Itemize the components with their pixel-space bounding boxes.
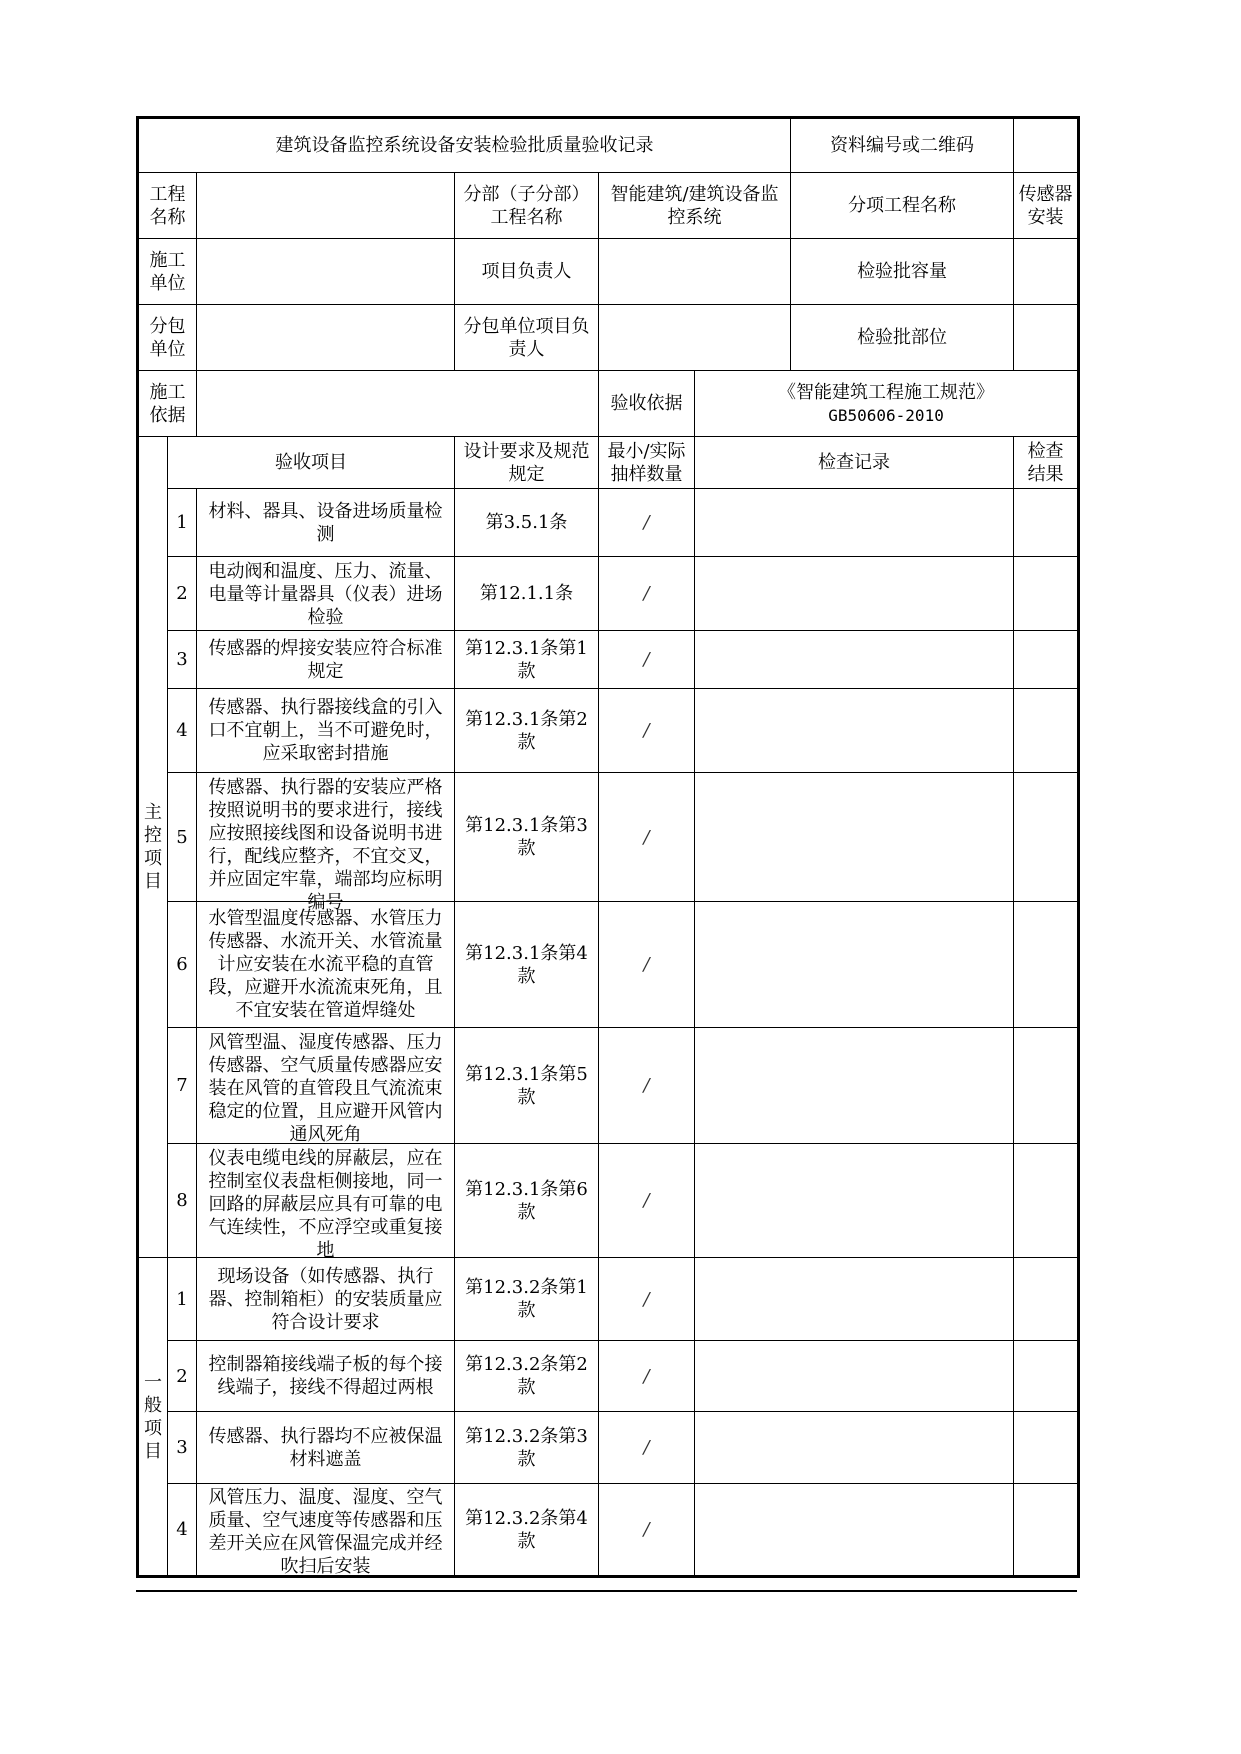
project-name-label: 工程名称 [138, 173, 197, 239]
main-item-clause: 第12.1.1条 [455, 557, 599, 631]
general-item-sample: / [599, 1341, 695, 1412]
location-label: 检验批部位 [791, 305, 1014, 371]
general-item-record[interactable] [695, 1341, 1014, 1412]
main-item-sample: / [599, 902, 695, 1028]
general-item-result[interactable] [1014, 1258, 1079, 1341]
main-item-record[interactable] [695, 902, 1014, 1028]
general-item-no: 4 [168, 1484, 197, 1577]
general-item-text [197, 1412, 455, 1484]
subcontractor-label: 分包单位 [138, 305, 197, 371]
main-item-record[interactable] [695, 631, 1014, 689]
main-item-sample: / [599, 1144, 695, 1258]
general-item-text [197, 1258, 455, 1341]
col-sample-header: 最小/实际抽样数量 [599, 437, 695, 489]
contractor-label: 施工单位 [138, 239, 197, 305]
main-item-text [197, 773, 455, 913]
main-item-no: 2 [168, 557, 197, 631]
subcontractor-value[interactable] [197, 305, 455, 371]
main-item-text-content: 水管型温度传感器、水管压力传感器、水流开关、水管流量计应安装在水流平稳的直管段，应避开水流流束死角，且不宜安装在管道焊缝处 [208, 908, 443, 1021]
main-item-text [197, 489, 455, 557]
main-item-no: 7 [168, 1028, 197, 1144]
main-item-text-content: 传感器的焊接安装应符合标准规定 [208, 637, 443, 682]
general-item-clause: 第12.3.2条第1款 [455, 1258, 599, 1341]
contractor-value[interactable] [197, 239, 455, 305]
general-item-no: 3 [168, 1412, 197, 1484]
subitem-value: 传感器安装 [1014, 173, 1079, 239]
accept-basis-label: 验收依据 [599, 371, 695, 437]
col-design-header: 设计要求及规范规定 [455, 437, 599, 489]
general-item-sample: / [599, 1484, 695, 1577]
main-item-no: 6 [168, 902, 197, 1028]
main-item-text [197, 557, 455, 631]
main-item-sample: / [599, 557, 695, 631]
general-item-no: 1 [168, 1258, 197, 1341]
main-item-clause: 第12.3.1条第3款 [455, 773, 599, 902]
main-item-text-content: 传感器、执行器接线盒的引入口不宜朝上，当不可避免时，应采取密封措施 [208, 697, 443, 764]
main-item-text [197, 902, 455, 1028]
general-item-text-content: 风管压力、温度、湿度、空气质量、空气速度等传感器和压差开关应在风管保温完成并经吹扫后安装 [208, 1487, 443, 1577]
accept-standard-name: 《智能建筑工程施工规范》 [778, 381, 995, 403]
col-record-header: 检查记录 [695, 437, 1014, 489]
main-item-no: 5 [168, 773, 197, 902]
general-item-sample: / [599, 1412, 695, 1484]
main-item-record[interactable] [695, 1144, 1014, 1258]
division-value: 智能建筑/建筑设备监控系统 [599, 173, 791, 239]
main-item-text-content: 电动阀和温度、压力、流量、电量等计量器具（仪表）进场检验 [208, 560, 443, 628]
general-item-clause: 第12.3.2条第3款 [455, 1412, 599, 1484]
main-item-record[interactable] [695, 773, 1014, 902]
main-item-text-content: 传感器、执行器的安装应严格按照说明书的要求进行，接线应按照接线图和设备说明书进行，配线应整齐，不宜交叉，并应固定牢靠，端部均应标明编号 [208, 776, 443, 913]
main-item-clause: 第12.3.1条第2款 [455, 689, 599, 773]
main-item-sample: / [599, 689, 695, 773]
doc-no-value[interactable] [1014, 118, 1079, 173]
main-item-no: 1 [168, 489, 197, 557]
main-item-text-content: 材料、器具、设备进场质量检测 [208, 500, 443, 545]
general-item-clause: 第12.3.2条第2款 [455, 1341, 599, 1412]
main-item-record[interactable] [695, 1028, 1014, 1144]
capacity-label: 检验批容量 [791, 239, 1014, 305]
main-item-sample: / [599, 631, 695, 689]
main-item-text [197, 631, 455, 689]
main-item-result[interactable] [1014, 1028, 1079, 1144]
subitem-label: 分项工程名称 [791, 173, 1014, 239]
basis-label: 施工依据 [138, 371, 197, 437]
general-item-record[interactable] [695, 1412, 1014, 1484]
main-item-clause: 第12.3.1条第1款 [455, 631, 599, 689]
main-item-result[interactable] [1014, 689, 1079, 773]
main-item-no: 3 [168, 631, 197, 689]
main-group-text: 主控项目 [144, 802, 162, 892]
general-item-result[interactable] [1014, 1341, 1079, 1412]
main-item-sample: / [599, 489, 695, 557]
sub-pm-value[interactable] [599, 305, 791, 371]
capacity-value[interactable] [1014, 239, 1079, 305]
general-group-label [138, 1258, 168, 1577]
main-item-sample: / [599, 773, 695, 902]
general-item-text [197, 1484, 455, 1577]
main-item-clause: 第3.5.1条 [455, 489, 599, 557]
main-item-record[interactable] [695, 557, 1014, 631]
main-item-result[interactable] [1014, 489, 1079, 557]
main-item-clause: 第12.3.1条第5款 [455, 1028, 599, 1144]
general-item-text-content: 控制器箱接线端子板的每个接线端子，接线不得超过两根 [208, 1354, 443, 1398]
main-item-clause: 第12.3.1条第4款 [455, 902, 599, 1028]
col-item-header: 验收项目 [168, 437, 455, 489]
general-item-result[interactable] [1014, 1484, 1079, 1577]
general-item-record[interactable] [695, 1258, 1014, 1341]
main-item-result[interactable] [1014, 1144, 1079, 1258]
main-item-result[interactable] [1014, 773, 1079, 902]
main-item-result[interactable] [1014, 902, 1079, 1028]
main-item-result[interactable] [1014, 557, 1079, 631]
location-value[interactable] [1014, 305, 1079, 371]
col-result-header: 检查结果 [1014, 437, 1079, 489]
bottom-rule [136, 1590, 1077, 1592]
main-item-no: 4 [168, 689, 197, 773]
accept-standard-code: GB50606-2010 [828, 405, 944, 425]
main-item-text-content: 仪表电缆电线的屏蔽层，应在控制室仪表盘柜侧接地，同一回路的屏蔽层应具有可靠的电气连续性，不应浮空或重复接地 [208, 1147, 443, 1261]
inspection-record-table [136, 116, 1080, 1578]
general-item-text-content: 传感器、执行器均不应被保温材料遮盖 [208, 1425, 443, 1470]
main-item-record[interactable] [695, 689, 1014, 773]
main-item-text [197, 1028, 455, 1144]
general-group-text: 一般项目 [144, 1371, 162, 1462]
basis-value[interactable] [197, 371, 599, 437]
general-item-text-content: 现场设备（如传感器、执行器、控制箱柜）的安装质量应符合设计要求 [208, 1265, 443, 1333]
form-title: 建筑设备监控系统设备安装检验批质量验收记录 [138, 118, 791, 173]
general-item-result[interactable] [1014, 1412, 1079, 1484]
general-item-record[interactable] [695, 1484, 1014, 1577]
general-item-clause: 第12.3.2条第4款 [455, 1484, 599, 1577]
main-item-sample: / [599, 1028, 695, 1144]
pm-value[interactable] [599, 239, 791, 305]
pm-label: 项目负责人 [455, 239, 599, 305]
main-item-text-content: 风管型温、湿度传感器、压力传感器、空气质量传感器应安装在风管的直管段且气流流束稳定的位置，且应避开风管内通风死角 [208, 1031, 443, 1145]
sub-pm-label: 分包单位项目负责人 [455, 305, 599, 371]
general-item-sample: / [599, 1258, 695, 1341]
main-item-text [197, 689, 455, 773]
general-item-text [197, 1341, 455, 1412]
main-item-no: 8 [168, 1144, 197, 1258]
main-item-result[interactable] [1014, 631, 1079, 689]
main-group-label [138, 437, 168, 1258]
main-item-record[interactable] [695, 489, 1014, 557]
main-item-clause: 第12.3.1条第6款 [455, 1144, 599, 1258]
division-label: 分部（子分部）工程名称 [455, 173, 599, 239]
accept-basis-value [695, 371, 1079, 437]
project-name-value[interactable] [197, 173, 455, 239]
doc-no-label-cell [791, 118, 1014, 173]
main-item-text [197, 1144, 455, 1261]
general-item-no: 2 [168, 1341, 197, 1412]
doc-no-label: 资料编号或二维码 [830, 135, 975, 156]
